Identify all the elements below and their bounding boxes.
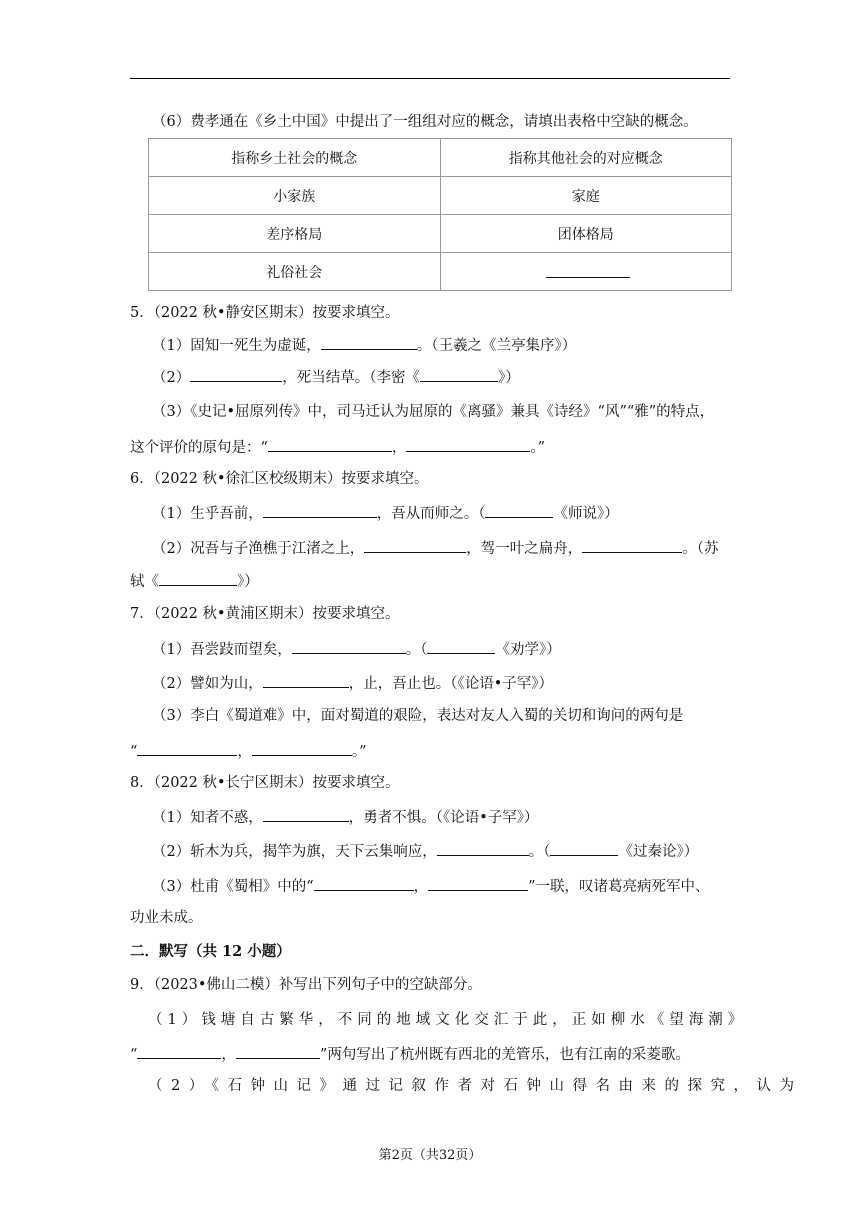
answer-blank[interactable] (263, 502, 377, 518)
answer-blank[interactable] (159, 570, 237, 586)
answer-blank[interactable] (263, 672, 349, 688)
answer-blank[interactable] (420, 366, 498, 382)
q9-item1-line2: “ ， ”两句写出了杭州既有西北的羌管乐，也有江南的采菱歌。 (130, 1043, 690, 1065)
question-6-title: 6．（2022 秋•徐汇区校级期末）按要求填空。 (130, 471, 429, 487)
answer-blank[interactable] (190, 366, 282, 382)
table-cell: 家庭 (440, 177, 732, 215)
answer-blank[interactable] (485, 502, 553, 518)
page-footer: 第2页（共32页） (378, 1148, 482, 1163)
section-heading: 二．默写（共 12 小题） (130, 943, 291, 960)
q8-item3-line1: （3）杜甫《蜀相》中的“ ， ”一联，叹诸葛亮病死军中、 (152, 875, 710, 897)
q5-item3-line2: 这个评价的原句是：“ ， 。” (130, 436, 545, 458)
answer-blank[interactable] (321, 334, 417, 350)
q8-item3-line2: 功业未成。 (130, 910, 203, 926)
answer-blank[interactable] (236, 1043, 320, 1059)
answer-blank[interactable] (268, 436, 392, 452)
q7-item3-line1: （3）李白《蜀道难》中，面对蜀道的艰险，表达对友人入蜀的关切和询问的两句是 (152, 708, 684, 724)
question-9-title: 9．（2023•佛山二模）补写出下列句子中的空缺部分。 (130, 977, 482, 993)
question-7-title: 7．（2022 秋•黄浦区期末）按要求填空。 (130, 606, 400, 622)
table-cell: 差序格局 (149, 215, 441, 253)
answer-blank[interactable] (437, 840, 529, 856)
table-cell: 指称乡土社会的概念 (149, 139, 441, 177)
q5-item3-line1: （3）《史记•屈原列传》中，司马迁认为屈原的《离骚》兼具《诗经》“风”“雅”的特点， (152, 404, 715, 420)
q9-item2-line1: （2）《石钟山记》通过记叙作者对石钟山得名由来的探究，认为 (148, 1078, 803, 1094)
table-cell: 小家族 (149, 177, 441, 215)
table-header-row (149, 139, 732, 177)
answer-blank[interactable] (252, 740, 352, 756)
question-8-title: 8．（2022 秋•长宁区期末）按要求填空。 (130, 775, 400, 791)
table-cell: 指称其他社会的对应概念 (440, 139, 732, 177)
answer-blank[interactable] (582, 537, 682, 553)
q6-item2-line1: （2）况吾与子渔樵于江渚之上， ，驾一叶之扁舟， 。（苏 (152, 537, 718, 559)
answer-blank[interactable] (546, 262, 630, 278)
answer-blank[interactable] (550, 840, 618, 856)
q7-item3-line2: “ ， 。” (130, 740, 367, 762)
table-cell: 团体格局 (440, 215, 732, 253)
answer-blank[interactable] (364, 537, 466, 553)
table-row (149, 253, 732, 291)
q5-item2: （2） ，死当结草。（李密《 》） (152, 366, 520, 388)
q7-item2: （2）譬如为山， ，止，吾止也。（《论语•子罕》） (152, 672, 553, 694)
answer-blank[interactable] (427, 638, 495, 654)
question-5-title: 5．（2022 秋•静安区期末）按要求填空。 (130, 305, 400, 321)
q8-item2: （2）斩木为兵，揭竿为旗，天下云集响应， 。（ 《过秦论》） (152, 840, 698, 862)
answer-blank[interactable] (292, 638, 406, 654)
table-row (149, 177, 732, 215)
answer-blank[interactable] (137, 1043, 221, 1059)
header-rule (130, 78, 730, 79)
q8-item1: （1）知者不惑， ，勇者不惧。（《论语•子罕》） (152, 806, 539, 828)
q4-item6: （6）费孝通在《乡土中国》中提出了一组组对应的概念，请填出表格中空缺的概念。 (152, 114, 698, 130)
q7-item1: （1）吾尝跂而望矣， 。（ 《劝学》） (152, 638, 561, 660)
table-cell-blank[interactable] (440, 253, 732, 291)
q6-item1: （1）生乎吾前， ，吾从而师之。（ 《师说》） (152, 502, 619, 524)
table-cell: 礼俗社会 (149, 253, 441, 291)
answer-blank[interactable] (406, 436, 530, 452)
q6-item2-line2: 轼《 》） (130, 570, 259, 592)
answer-blank[interactable] (263, 806, 349, 822)
table-row (149, 215, 732, 253)
concept-table (148, 138, 732, 291)
answer-blank[interactable] (137, 740, 237, 756)
answer-blank[interactable] (428, 875, 528, 891)
q5-item1: （1）固知一死生为虚诞， 。（王羲之《兰亭集序》） (152, 334, 576, 356)
answer-blank[interactable] (314, 875, 414, 891)
q9-item1-line1: （1）钱塘自古繁华，不同的地域文化交汇于此，正如柳水《望海潮》 (148, 1012, 748, 1028)
